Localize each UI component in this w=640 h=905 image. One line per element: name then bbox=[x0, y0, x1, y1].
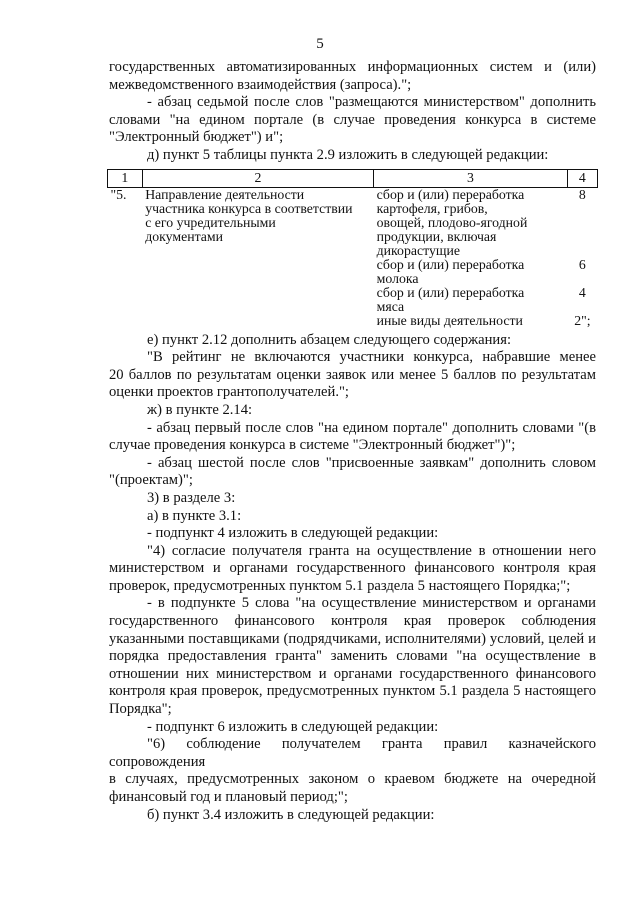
scores-table bbox=[107, 169, 598, 328]
score-cell: 6 bbox=[578, 256, 586, 272]
text-line: б) пункт 3.4 изложить в следующей редакции: bbox=[147, 806, 435, 823]
text-line: "6) соблюдение получателем гранта правил казначейского сопровождения bbox=[109, 736, 596, 770]
paragraph-item-zh bbox=[109, 402, 596, 420]
text-line: ж) в пункте 2.14: bbox=[147, 401, 253, 418]
score-cell: 4 bbox=[578, 284, 586, 300]
paragraph-seventh-abzac bbox=[109, 94, 596, 147]
cell-line: молока bbox=[376, 270, 419, 286]
text-line: в случаях, предусмотренных законом о краевом бюджете на очередной bbox=[109, 771, 596, 788]
cell-line: сбор и (или) переработка bbox=[376, 256, 525, 272]
table-header-cell: 1 bbox=[108, 169, 143, 187]
text-line: "В рейтинг не включаются участники конкурса, набравшие менее bbox=[147, 349, 596, 366]
document-body bbox=[109, 59, 596, 824]
text-line: 20 баллов по результатам оценки заявок или менее 5 баллов по результатам bbox=[109, 366, 596, 383]
text-line: "(проектам)"; bbox=[109, 472, 193, 489]
text-line: оценки проектов грантополучателей."; bbox=[109, 384, 349, 401]
row-number: "5. bbox=[110, 186, 127, 202]
cell-line: участника конкурса в соответствии bbox=[145, 200, 353, 216]
cell-line: документами bbox=[145, 228, 224, 244]
cell-line: мяса bbox=[376, 298, 405, 314]
paragraph-subitem-6 bbox=[109, 719, 596, 737]
cell-line: овощей, плодово-ягодной bbox=[376, 214, 528, 230]
text-line: отношении них министерством и органами государственного финансового bbox=[109, 665, 596, 682]
text-line: государственных автоматизированных информационных систем и (или) bbox=[109, 59, 596, 75]
cell-line: иные виды деятельности bbox=[376, 312, 523, 328]
cell-line: продукции, включая bbox=[376, 228, 497, 244]
activity-cell bbox=[374, 314, 568, 328]
text-line: указанными поставщиками (подрядчиками, исполнителями) условий, целей и bbox=[109, 630, 596, 647]
activity-cell bbox=[374, 187, 568, 258]
direction-cell bbox=[142, 187, 373, 328]
text-line: - подпункт 4 изложить в следующей редакции: bbox=[147, 525, 439, 542]
text-line: словами "на едином портале (в случае проведения конкурса в системе bbox=[109, 111, 596, 128]
cell-line: картофеля, грибов, bbox=[376, 200, 488, 216]
cell-line: Направление деятельности bbox=[145, 186, 305, 202]
page-number: 5 bbox=[316, 36, 324, 52]
paragraph-section-3 bbox=[109, 490, 596, 508]
text-line: "4) согласие получателя гранта на осуществление в отношении него bbox=[147, 542, 596, 559]
paragraph-first-abzac bbox=[109, 420, 596, 455]
paragraph-item-b bbox=[109, 807, 596, 825]
score-cell: 2"; bbox=[574, 312, 591, 328]
text-line: - абзац первый после слов "на едином портале" дополнить словами "(в bbox=[147, 419, 596, 436]
text-line: финансовый год и плановый период;"; bbox=[109, 789, 348, 805]
table-header-cell: 2 bbox=[142, 169, 373, 187]
text-line: е) пункт 2.12 дополнить абзацем следующего содержания: bbox=[147, 331, 512, 348]
text-line: а) в пункте 3.1: bbox=[147, 507, 242, 524]
table-row bbox=[108, 187, 598, 258]
paragraph-subitem-5 bbox=[109, 595, 596, 718]
text-line: министерством и органами государственного финансового контроля края bbox=[109, 560, 596, 577]
table-header-row bbox=[108, 169, 598, 187]
text-line: межведомственного взаимодействия (запроса)."; bbox=[109, 76, 412, 93]
table-header-cell: 3 bbox=[374, 169, 568, 187]
activity-cell bbox=[374, 258, 568, 286]
paragraph-item-e bbox=[109, 332, 596, 350]
text-line: - подпункт 6 изложить в следующей редакции: bbox=[147, 718, 439, 735]
cell-line: сбор и (или) переработка bbox=[376, 186, 525, 202]
paragraph-item-a bbox=[109, 508, 596, 526]
text-line: 3) в разделе 3: bbox=[147, 489, 236, 506]
text-line: - абзац седьмой после слов "размещаются министерством" дополнить bbox=[147, 94, 596, 111]
text-line: контроля края проверок, предусмотренных пунктом 5.1 раздела 5 настоящего bbox=[109, 683, 596, 700]
table-header-cell: 4 bbox=[567, 169, 597, 187]
text-line: д) пункт 5 таблицы пункта 2.9 изложить в следующей редакции: bbox=[147, 146, 549, 163]
paragraph-consent-quote bbox=[109, 543, 596, 596]
paragraph-item-d bbox=[109, 147, 596, 165]
activity-cell bbox=[374, 286, 568, 314]
cell-line: с его учредительными bbox=[145, 214, 276, 230]
paragraph-subitem-4 bbox=[109, 525, 596, 543]
text-line: - в подпункте 5 слова "на осуществление министерством и органами bbox=[147, 595, 596, 612]
text-line: государственного финансового контроля края проверок соблюдения bbox=[109, 613, 596, 630]
text-line: "Электронный бюджет") и"; bbox=[109, 129, 284, 146]
paragraph-treasury-quote bbox=[109, 736, 596, 806]
cell-line: дикорастущие bbox=[376, 242, 460, 258]
text-line: проверок, предусмотренных пунктом 5.1 раздела 5 настоящего Порядка;"; bbox=[109, 577, 571, 594]
paragraph-continuation bbox=[109, 59, 596, 94]
paragraph-rating-quote bbox=[109, 349, 596, 402]
cell-line: сбор и (или) переработка bbox=[376, 284, 525, 300]
text-line: Порядка"; bbox=[109, 701, 172, 718]
text-line: случае проведения конкурса в системе "Электронный бюджет")"; bbox=[109, 437, 516, 454]
text-line: - абзац шестой после слов "присвоенные заявкам" дополнить словом bbox=[147, 454, 596, 471]
paragraph-sixth-abzac bbox=[109, 455, 596, 490]
score-cell: 8 bbox=[578, 186, 586, 202]
text-line: порядка предоставления гранта" заменить словами "на осуществление в bbox=[109, 648, 596, 665]
